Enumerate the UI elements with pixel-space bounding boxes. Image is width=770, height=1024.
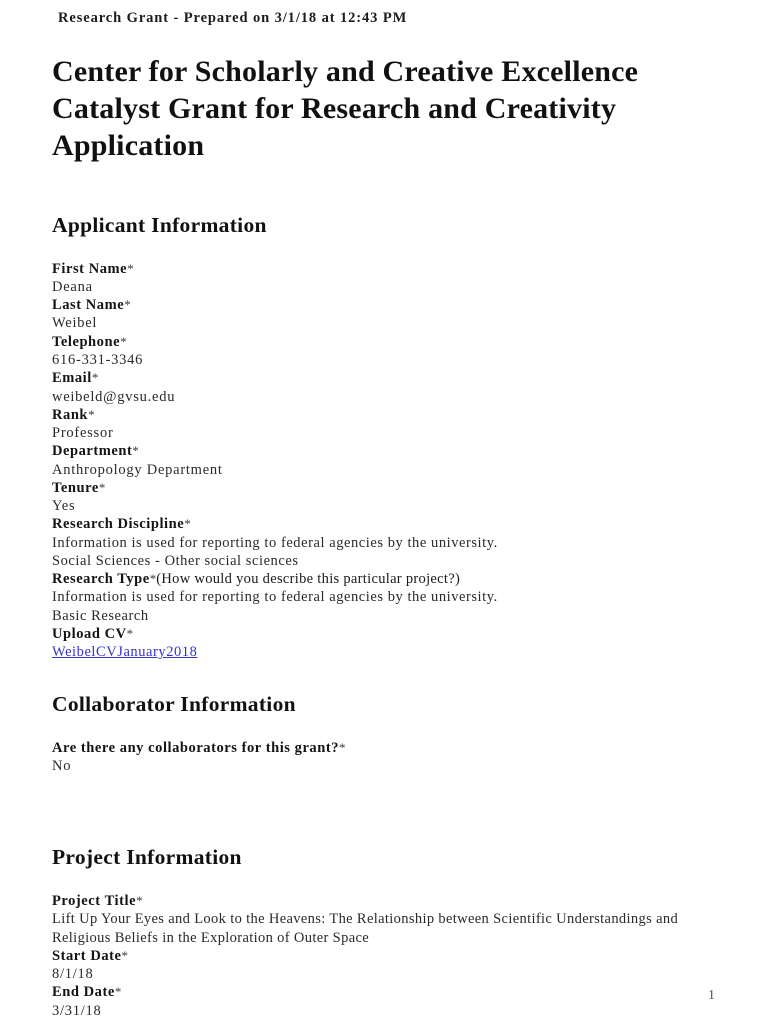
- field-label-text: Upload CV: [52, 625, 127, 642]
- field-label-text: Tenure: [52, 479, 99, 496]
- required-marker: *: [127, 260, 134, 276]
- field-label-text: Department: [52, 443, 133, 460]
- field-label-email: [52, 369, 712, 387]
- cv-file-link[interactable]: WeibelCVJanuary2018: [52, 644, 198, 661]
- field-label-text: Start Date: [52, 947, 122, 964]
- spacer: [52, 238, 712, 260]
- field-label-department: [52, 442, 712, 460]
- field-value-research-discipline: Social Sciences - Other social sciences: [52, 552, 299, 569]
- required-marker: *: [124, 297, 131, 313]
- field-label-project-title: [52, 892, 712, 910]
- field-label-research-type: [52, 570, 712, 588]
- field-label-text: First Name: [52, 260, 128, 277]
- field-label-collaborators-question: [52, 739, 712, 757]
- required-marker: *: [114, 984, 122, 1000]
- field-label-research-discipline: [52, 515, 712, 533]
- field-value-first-name: Deana: [52, 278, 93, 295]
- field-label-rank: [52, 406, 712, 424]
- field-label-text: Telephone: [52, 333, 121, 350]
- section-heading-collaborator: Collaborator Information: [52, 691, 296, 716]
- document-body: [52, 54, 712, 1020]
- field-value-collaborators-question: No: [52, 757, 72, 774]
- required-marker: *: [121, 947, 129, 963]
- field-label-upload-cv: [52, 625, 712, 643]
- field-value-rank: Professor: [52, 425, 114, 442]
- document-header: Research Grant - Prepared on 3/1/18 at 12:43 PM: [58, 10, 408, 26]
- required-marker: *: [88, 406, 95, 422]
- required-marker: *: [339, 739, 346, 755]
- page-number: 1: [708, 988, 715, 1003]
- field-value-tenure: Yes: [52, 498, 76, 515]
- field-hint-research-type: (How would you describe this particular project?): [156, 571, 461, 588]
- field-label-text: Are there any collaborators for this grant?: [52, 739, 340, 756]
- required-marker: *: [120, 333, 127, 349]
- required-marker: *: [132, 443, 139, 459]
- field-label-text: Last Name: [52, 297, 125, 314]
- field-value-project-title: Lift Up Your Eyes and Look to the Heavens: The Relationship between Scientific Understandings and Religious Beliefs in the Exploration of Outer Space: [52, 911, 679, 946]
- required-marker: *: [126, 625, 134, 641]
- field-value-email: weibeld@gvsu.edu: [52, 388, 176, 405]
- field-value-research-type: Basic Research: [52, 607, 149, 624]
- spacer: [52, 870, 712, 892]
- field-label-end-date: [52, 983, 712, 1001]
- required-marker: *: [98, 479, 106, 495]
- field-label-text: Research Discipline: [52, 516, 185, 533]
- field-note-research-discipline: Information is used for reporting to federal agencies by the university.: [52, 534, 498, 551]
- field-label-text: Rank: [52, 406, 89, 423]
- spacer: [52, 775, 712, 845]
- spacer: [52, 165, 712, 213]
- field-label-text: Project Title: [52, 893, 137, 910]
- field-value-start-date: 8/1/18: [52, 966, 94, 983]
- spacer: [52, 662, 712, 692]
- field-value-last-name: Weibel: [52, 315, 98, 332]
- field-label-first-name: [52, 260, 712, 278]
- field-label-start-date: [52, 947, 712, 965]
- field-label-text: Research Type: [52, 571, 150, 588]
- spacer: [52, 717, 712, 739]
- field-label-last-name: [52, 296, 712, 314]
- field-note-research-type: Information is used for reporting to federal agencies by the university.: [52, 589, 498, 606]
- field-value-end-date: 3/31/18: [52, 1002, 102, 1019]
- page-title: Center for Scholarly and Creative Excellence Catalyst Grant for Research and Creativity Application: [52, 55, 639, 162]
- required-marker: *: [184, 516, 191, 532]
- section-heading-applicant: Applicant Information: [52, 212, 267, 237]
- field-label-tenure: [52, 479, 712, 497]
- required-marker: *: [91, 370, 99, 386]
- field-value-department: Anthropology Department: [52, 461, 223, 478]
- field-label-text: End Date: [52, 984, 115, 1001]
- required-marker: *: [136, 893, 143, 909]
- field-label-text: Email: [52, 370, 92, 387]
- required-marker: *: [149, 571, 157, 587]
- field-label-telephone: [52, 333, 712, 351]
- section-heading-project: Project Information: [52, 845, 242, 870]
- field-value-telephone: 616-331-3346: [52, 352, 144, 368]
